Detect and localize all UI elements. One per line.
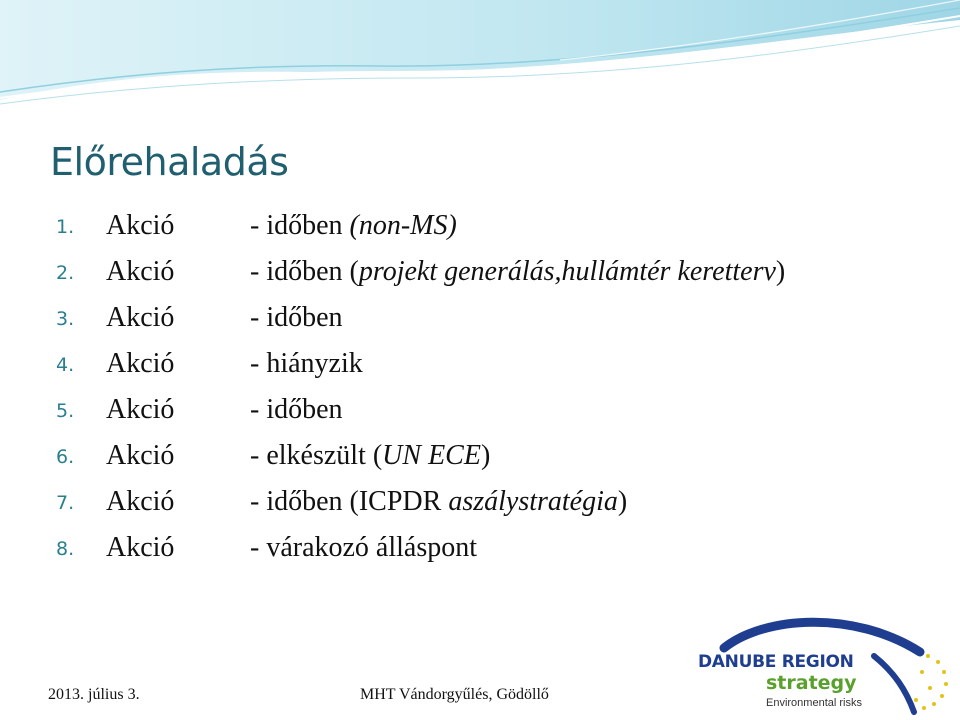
status-text: - időben [250, 394, 343, 425]
item-status [250, 394, 343, 426]
list-item [0, 482, 960, 528]
item-action: Akció [106, 532, 175, 563]
item-status [250, 348, 363, 380]
list-item [0, 436, 960, 482]
item-status [250, 302, 343, 334]
status-note: UN ECE [382, 440, 481, 471]
action-list [0, 206, 960, 574]
status-text: - időben ( [250, 256, 359, 287]
status-text: - időben [250, 302, 343, 333]
item-action: Akció [106, 394, 175, 425]
list-item [0, 390, 960, 436]
status-note: aszálystratégia [448, 486, 618, 517]
list-item [0, 298, 960, 344]
item-number: 3. [56, 308, 75, 330]
item-action: Akció [106, 348, 175, 379]
status-note: projekt generálás,hullámtér keretterv [358, 256, 776, 287]
item-number: 6. [56, 446, 75, 468]
item-action: Akció [106, 440, 175, 471]
item-number: 5. [56, 400, 75, 422]
list-item [0, 344, 960, 390]
footer-event: MHT Vándorgyűlés, Gödöllő [360, 686, 549, 703]
status-note: (non-MS) [349, 210, 457, 241]
status-close: ) [775, 256, 786, 287]
status-text: - elkészült ( [250, 440, 383, 471]
status-text: - időben [250, 210, 350, 241]
item-action: Akció [106, 256, 175, 287]
list-item [0, 206, 960, 252]
item-status [250, 532, 477, 564]
slide-title: Előrehaladás [50, 140, 289, 184]
item-status [250, 210, 457, 242]
item-number: 2. [56, 262, 75, 284]
logo-text-subtitle: Environmental risks [766, 697, 862, 709]
item-status [250, 440, 490, 472]
status-text: - várakozó álláspont [250, 532, 478, 563]
list-item [0, 528, 960, 574]
logo-text-region: DANUBE REGION [698, 652, 854, 672]
danube-region-logo [684, 612, 960, 720]
logo-text-strategy: strategy [766, 672, 857, 694]
item-action: Akció [106, 302, 175, 333]
item-number: 4. [56, 354, 75, 376]
item-action: Akció [106, 486, 175, 517]
status-close: ) [617, 486, 628, 517]
header-wave-decoration [0, 0, 960, 110]
list-item [0, 252, 960, 298]
status-text: - hiányzik [250, 348, 363, 379]
item-status [250, 486, 627, 518]
item-status [250, 256, 785, 288]
item-number: 8. [56, 538, 75, 560]
status-text: - időben (ICPDR [250, 486, 449, 517]
item-number: 7. [56, 492, 75, 514]
item-action: Akció [106, 210, 175, 241]
item-number: 1. [56, 216, 75, 238]
status-close: ) [480, 440, 491, 471]
footer-date: 2013. július 3. [48, 686, 140, 703]
